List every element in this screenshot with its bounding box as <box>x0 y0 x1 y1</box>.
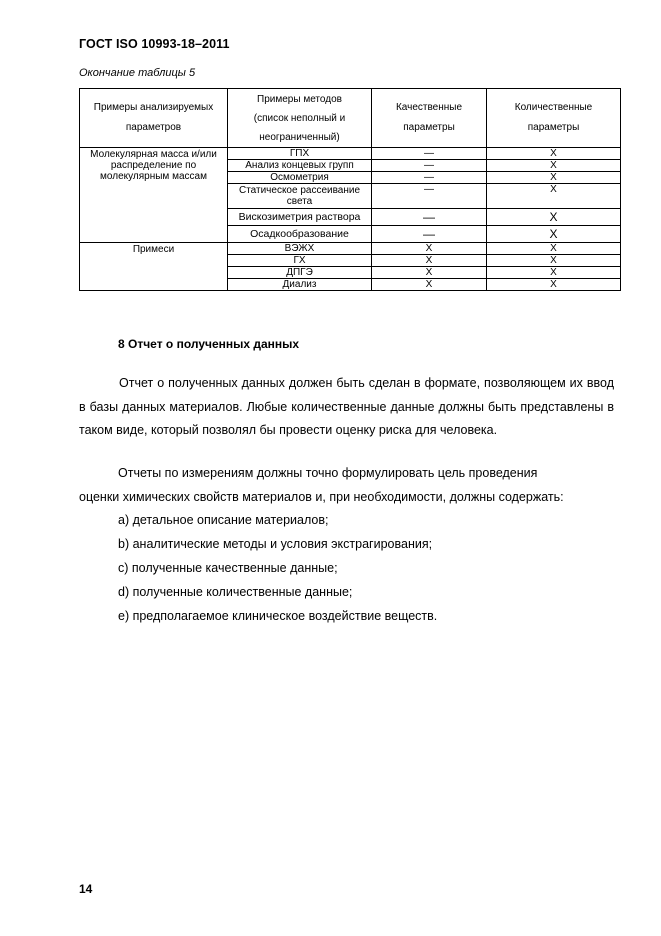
section-heading: 8 Отчет о полученных данных <box>118 337 300 351</box>
method-cell: ГХ <box>228 255 372 267</box>
header-methods <box>228 89 372 148</box>
qual-cell: — <box>372 209 487 226</box>
paragraph-line: Отчеты по измерениям должны точно формулировать цель проведения <box>118 466 538 480</box>
quant-cell: X <box>487 209 621 226</box>
quant-cell: X <box>487 279 621 291</box>
quant-cell: X <box>487 160 621 172</box>
header-methods-line1: Примеры методов <box>257 93 342 105</box>
qual-cell: X <box>372 267 487 279</box>
table-caption: Окончание таблицы 5 <box>79 67 196 79</box>
method-cell: Диализ <box>228 279 372 291</box>
param-molecular-mass: Молекулярная масса и/или распределение по молекулярным массам <box>80 148 228 243</box>
qual-cell: X <box>372 243 487 255</box>
method-cell: Осадкообразование <box>228 226 372 243</box>
list-item: e) предполагаемое клиническое воздействие веществ. <box>118 609 438 623</box>
paragraph-report-format: Отчет о полученных данных должен быть сделан в формате, позволяющем их ввод в базы данных материалов. Любые количественные данные должны быть представлены в таком виде, который позволял бы провести оценку риска для человека. <box>79 376 614 437</box>
list-item: b) аналитические методы и условия экстрагирования; <box>118 537 433 551</box>
list-item: d) полученные количественные данные; <box>118 585 353 599</box>
qual-cell: — <box>372 226 487 243</box>
paragraph-line: оценки химических свойств материалов и, при необходимости, должны содержать: <box>79 489 564 504</box>
method-cell: Вискозиметрия раствора <box>228 209 372 226</box>
table-header-row <box>80 89 621 148</box>
header-quantitative: Количественные параметры <box>487 89 621 148</box>
header-methods-line2: (список неполный и <box>253 112 346 124</box>
header-params: Примеры анализируемых параметров <box>80 89 228 148</box>
requirements-list <box>118 508 437 628</box>
qual-cell: — <box>372 172 487 184</box>
method-cell: Анализ концевых групп <box>228 160 372 172</box>
quant-cell: X <box>487 148 621 160</box>
page-number: 14 <box>79 882 93 896</box>
results-table <box>79 88 621 291</box>
quant-cell: X <box>487 243 621 255</box>
qual-cell: — <box>372 160 487 172</box>
method-cell: ДПГЭ <box>228 267 372 279</box>
list-item: a) детальное описание материалов; <box>118 513 329 527</box>
param-impurities: Примеси <box>80 243 228 291</box>
qual-cell: X <box>372 279 487 291</box>
method-cell: Статическое рассеивание света <box>228 184 372 209</box>
header-methods-line3: неограниченный) <box>259 131 340 143</box>
header-qualitative: Качественные параметры <box>372 89 487 148</box>
table-row <box>80 243 621 255</box>
list-item: c) полученные качественные данные; <box>118 561 338 575</box>
table-row <box>80 148 621 160</box>
quant-cell: X <box>487 184 621 209</box>
quant-cell: X <box>487 267 621 279</box>
qual-cell: — <box>372 148 487 160</box>
method-cell: Осмометрия <box>228 172 372 184</box>
method-cell: ВЭЖХ <box>228 243 372 255</box>
quant-cell: X <box>487 255 621 267</box>
quant-cell: X <box>487 226 621 243</box>
qual-cell: X <box>372 255 487 267</box>
qual-cell: — <box>372 184 487 209</box>
document-header: ГОСТ ISO 10993-18–2011 <box>79 37 230 51</box>
method-cell: ГПХ <box>228 148 372 160</box>
paragraph-report-content <box>79 462 614 509</box>
quant-cell: X <box>487 172 621 184</box>
